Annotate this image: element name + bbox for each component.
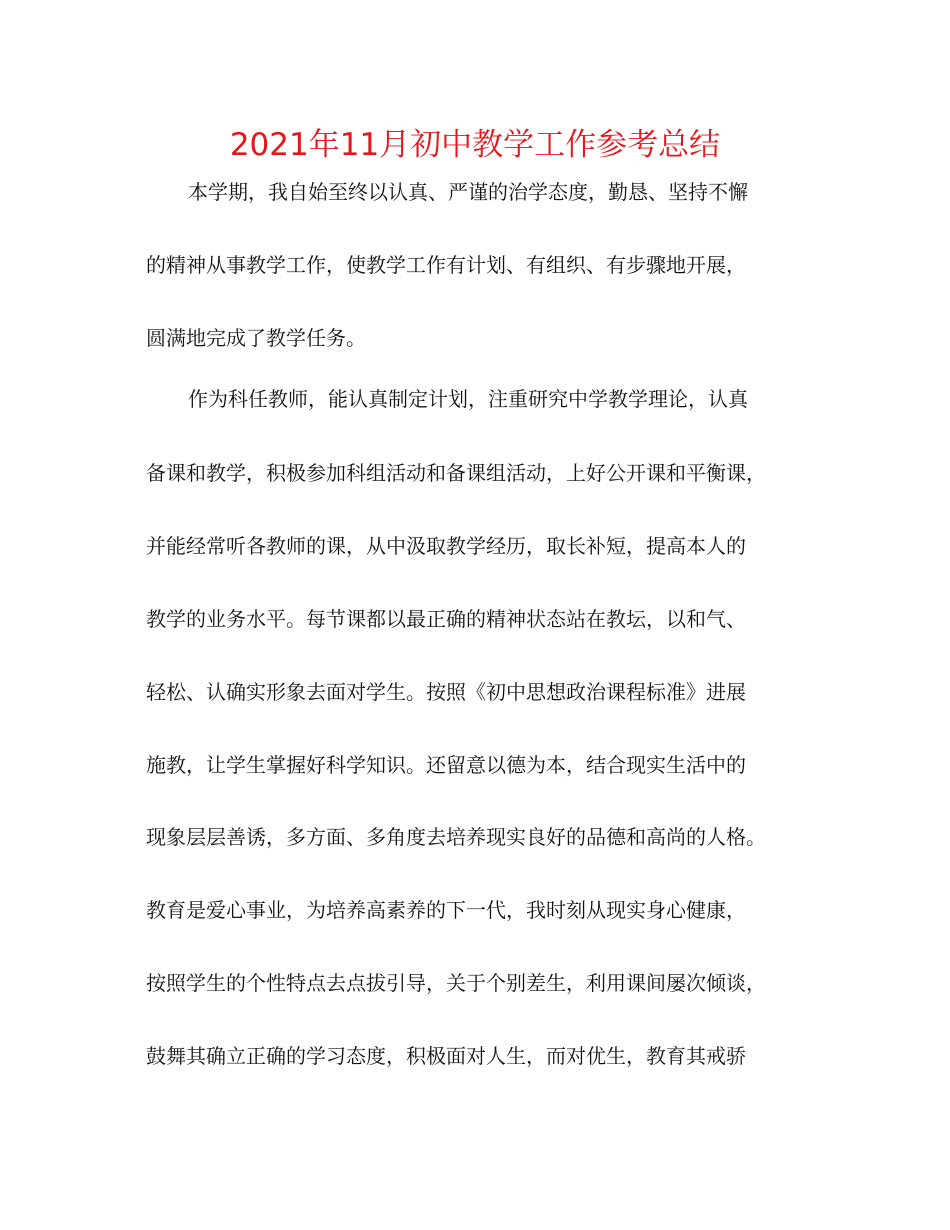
paragraph-line: 鼓舞其确立正确的学习态度，积极面对人生，而对优生，教育其戒骄 bbox=[146, 1044, 746, 1068]
document-title: 2021年11月初中教学工作参考总结 bbox=[229, 127, 721, 163]
paragraph-line: 按照学生的个性特点去点拔引导，关于个别差生，利用课间屡次倾谈， bbox=[146, 971, 766, 995]
paragraph-line: 教学的业务水平。每节课都以最正确的精神状态站在教坛，以和气、 bbox=[146, 607, 746, 631]
paragraph-line: 本学期，我自始至终以认真、严谨的治学态度，勤恳、坚持不懈 bbox=[188, 180, 748, 204]
paragraph-line: 圆满地完成了教学任务。 bbox=[146, 326, 366, 350]
paragraph-line: 并能经常听各教师的课，从中汲取教学经历，取长补短，提高本人的 bbox=[146, 534, 746, 558]
paragraph-line: 轻松、认确实形象去面对学生。按照《初中思想政治课程标准》进展 bbox=[146, 680, 746, 704]
paragraph-line: 作为科任教师，能认真制定计划，注重研究中学教学理论，认真 bbox=[188, 387, 748, 411]
paragraph-line: 备课和教学，积极参加科组活动和备课组活动，上好公开课和平衡课， bbox=[146, 461, 766, 485]
paragraph-line: 现象层层善诱，多方面、多角度去培养现实良好的品德和高尚的人格。 bbox=[146, 825, 766, 849]
paragraph-line: 教育是爱心事业，为培养高素养的下一代，我时刻从现实身心健康， bbox=[146, 898, 746, 922]
paragraph-line: 的精神从事教学工作，使教学工作有计划、有组织、有步骤地开展， bbox=[146, 253, 746, 277]
paragraph-line: 施教，让学生掌握好科学知识。还留意以德为本，结合现实生活中的 bbox=[146, 753, 746, 777]
